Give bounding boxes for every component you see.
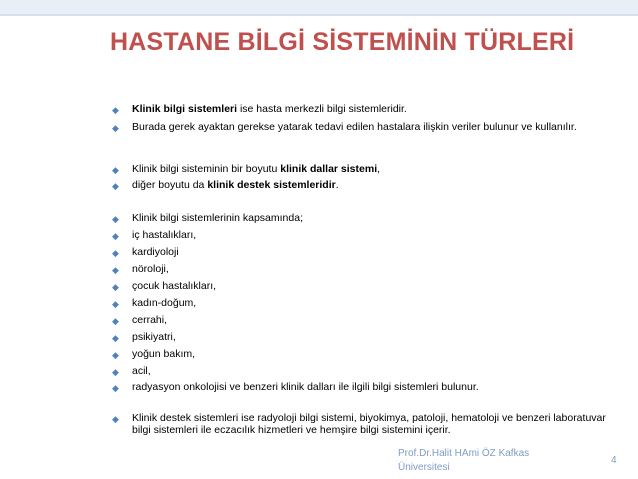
bullet-icon: ◆ bbox=[112, 316, 119, 326]
bullet-text: ise hasta merkezli bilgi sistemleridir. bbox=[237, 103, 407, 115]
bullet-text: kardiyoloji bbox=[132, 246, 179, 258]
bullet-icon: ◆ bbox=[112, 181, 119, 191]
header-band bbox=[0, 0, 638, 14]
bullet-text: . bbox=[335, 179, 339, 191]
header-divider bbox=[0, 14, 638, 16]
bullet-icon: ◆ bbox=[112, 248, 119, 258]
bullet-bold: Klinik bilgi sistemleri bbox=[132, 103, 238, 115]
bullet-text: Klinik bilgi sistemlerinin kapsamında; bbox=[132, 212, 303, 224]
bullet-text: psikiyatri, bbox=[132, 331, 176, 343]
bullet-bold: klinik dallar sistemi bbox=[280, 163, 378, 175]
bullet-icon: ◆ bbox=[112, 333, 119, 343]
bullet-text: acil, bbox=[132, 365, 151, 377]
bullet-icon: ◆ bbox=[112, 165, 119, 175]
bullet-text: kadın-doğum, bbox=[132, 297, 197, 309]
bullet-icon: ◆ bbox=[112, 414, 119, 424]
bullet-icon: ◆ bbox=[112, 231, 119, 241]
bullet-icon: ◆ bbox=[112, 123, 119, 133]
bullet-icon: ◆ bbox=[112, 282, 119, 292]
bullet-icon: ◆ bbox=[112, 383, 119, 393]
bullet-text: çocuk hastalıkları, bbox=[132, 280, 217, 292]
footer-author: Prof.Dr.Halit HAmi ÖZ Kafkas Üniversitesi bbox=[398, 448, 530, 473]
bullet-text: , bbox=[377, 163, 381, 175]
bullet-text: Burada gerek ayaktan gerekse yatarak tedavi edilen hastalara ilişkin veriler bulunur ve kullanılır. bbox=[132, 121, 577, 133]
bullet-text: Klinik bilgi sisteminin bir boyutu bbox=[132, 163, 281, 175]
bullet-text: nöroloji, bbox=[132, 263, 169, 275]
bullet-icon: ◆ bbox=[112, 105, 119, 115]
bullet-text: radyasyon onkolojisi ve benzeri klinik dalları ile ilgili bilgi sistemleri bulunur. bbox=[132, 381, 479, 393]
bullet-icon: ◆ bbox=[112, 265, 119, 275]
bullet-text: yoğun bakım, bbox=[132, 348, 196, 360]
bullet-text: diğer boyutu da bbox=[132, 179, 208, 191]
bullet-text: iç hastalıkları, bbox=[132, 229, 197, 241]
slide-title: HASTANE BİLGİ SİSTEMİNİN TÜRLERİ bbox=[110, 28, 575, 56]
bullet-icon: ◆ bbox=[112, 350, 119, 360]
page-number: 4 bbox=[611, 455, 617, 466]
bullet-text: Klinik destek sistemleri ise radyoloji bilgi sistemi, biyokimya, patoloji, hematoloji ve benzeri laboratuvar bilgi sistemleri ile eczacılık hizmetleri ve hemşire bilgi sistemini içerir. bbox=[132, 412, 606, 436]
bullet-text: cerrahi, bbox=[132, 314, 168, 326]
bullet-icon: ◆ bbox=[112, 367, 119, 377]
bullet-icon: ◆ bbox=[112, 214, 119, 224]
bullet-bold: klinik destek sistemleridir bbox=[207, 179, 336, 191]
bullet-icon: ◆ bbox=[112, 299, 119, 309]
